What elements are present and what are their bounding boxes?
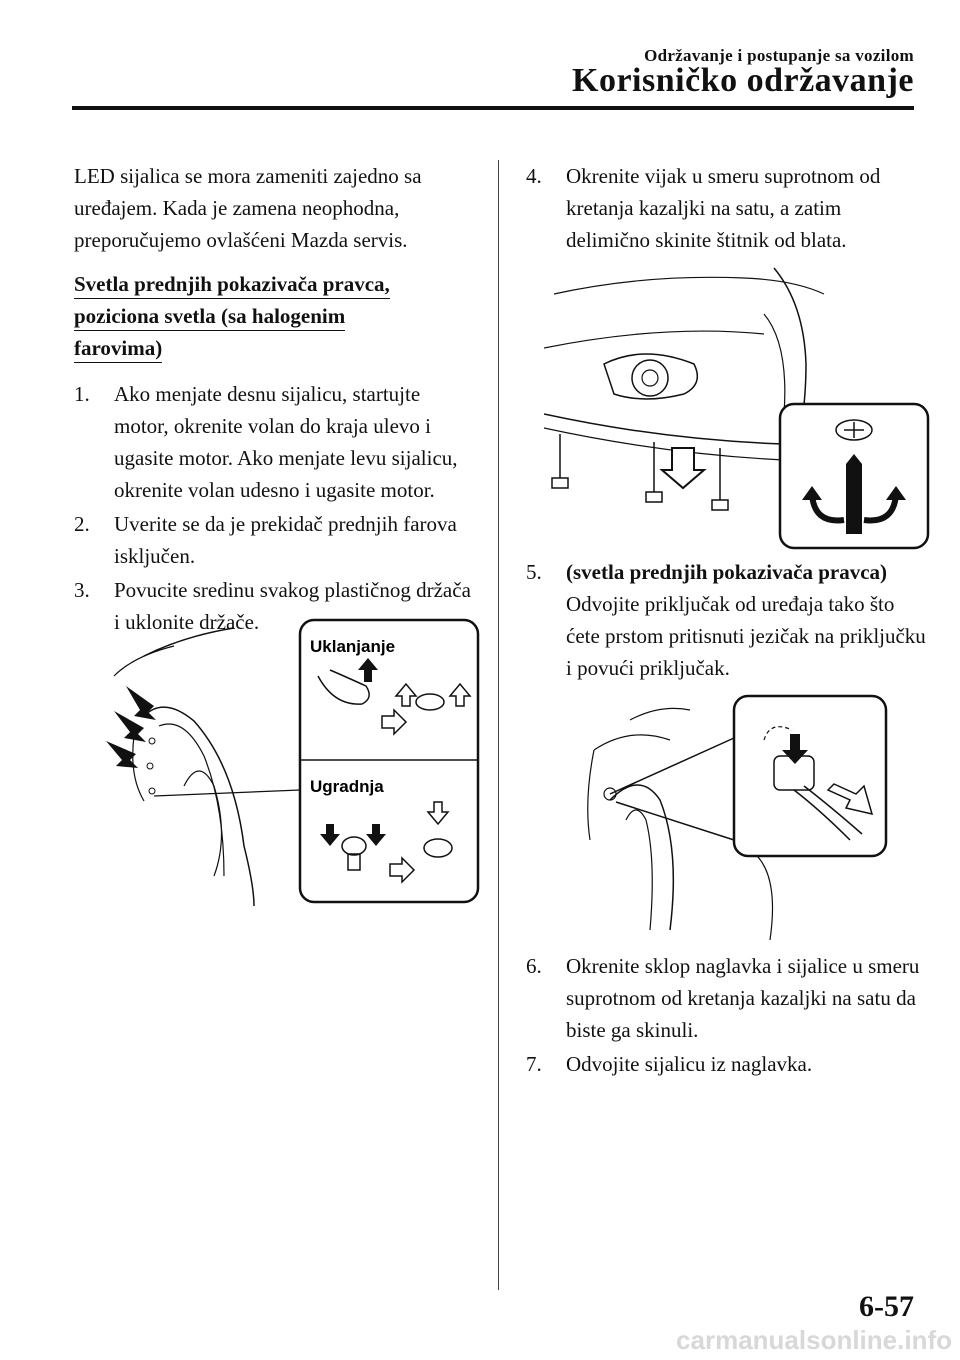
step-number: 3. bbox=[74, 578, 90, 602]
step-number: 2. bbox=[74, 512, 90, 536]
screw-figure bbox=[544, 264, 932, 552]
column-divider bbox=[498, 160, 499, 1290]
page-number: 6-57 bbox=[859, 1290, 914, 1323]
step-number: 7. bbox=[526, 1052, 542, 1076]
step-text: Povucite sredinu svakog plastičnog držača i uklonite držače. bbox=[114, 578, 471, 634]
page-title: Korisničko održavanje bbox=[572, 62, 914, 99]
subheading-line-1: Svetla prednjih pokazivača pravca, bbox=[74, 272, 390, 299]
step-5 bbox=[526, 556, 926, 684]
step-7 bbox=[526, 1048, 926, 1080]
step-text: Okrenite vijak u smeru suprotnom od kretanja kazaljki na satu, a zatim delimično skinite štitnik od blata. bbox=[566, 164, 881, 252]
step-2 bbox=[74, 508, 474, 572]
label-installation: Ugradnja bbox=[310, 777, 384, 796]
step-text: Okrenite sklop naglavka i sijalice u smeru suprotnom od kretanja kazaljki na satu da biste ga skinuli. bbox=[566, 954, 920, 1042]
right-column-step5 bbox=[526, 556, 926, 686]
retainer-figure bbox=[104, 616, 482, 906]
intro-paragraph: LED sijalica se mora zameniti zajedno sa uređajem. Kada je zamena neophodna, preporučujemo ovlašćeni Mazda servis. bbox=[74, 164, 422, 252]
step-text: Odvojite sijalicu iz naglavka. bbox=[566, 1052, 813, 1076]
step-1 bbox=[74, 378, 474, 506]
bumper-screw-illustration bbox=[544, 264, 932, 552]
right-column bbox=[526, 160, 926, 258]
right-column-steps bbox=[526, 950, 926, 1082]
step-6 bbox=[526, 950, 926, 1046]
subheading-line-3: farovima) bbox=[74, 336, 162, 363]
connector-illustration bbox=[580, 690, 890, 940]
label-removal: Uklanjanje bbox=[310, 637, 396, 656]
subheading-line-2: poziciona svetla (sa halogenim bbox=[74, 304, 345, 331]
step-5-bold: (svetla prednjih pokazivača pravca) bbox=[566, 560, 888, 584]
step-number: 6. bbox=[526, 954, 542, 978]
step-number: 1. bbox=[74, 382, 90, 406]
site-watermark: carmanualsonline.info bbox=[676, 1325, 952, 1355]
header-rule bbox=[72, 106, 914, 110]
fender-retainer-illustration bbox=[104, 616, 482, 906]
left-column bbox=[74, 160, 474, 640]
section-subheading bbox=[74, 268, 474, 364]
step-number: 4. bbox=[526, 164, 542, 188]
step-text: Ako menjate desnu sijalicu, startujte motor, okrenite volan do kraja ulevo i ugasite motor. Ako menjate levu sijalicu, okrenite volan udesno i ugasite motor. bbox=[114, 382, 458, 502]
step-text bbox=[566, 556, 926, 684]
step-4 bbox=[526, 160, 926, 256]
section-title: Održavanje i postupanje sa vozilom bbox=[644, 46, 914, 65]
step-text: Uverite se da je prekidač prednjih farova isključen. bbox=[114, 512, 457, 568]
connector-figure bbox=[580, 690, 890, 940]
step-5-text: Odvojite priključak od uređaja tako što ćete prstom pritisnuti jezičak na priključku i povući priključak. bbox=[566, 592, 926, 680]
step-number: 5. bbox=[526, 560, 542, 584]
